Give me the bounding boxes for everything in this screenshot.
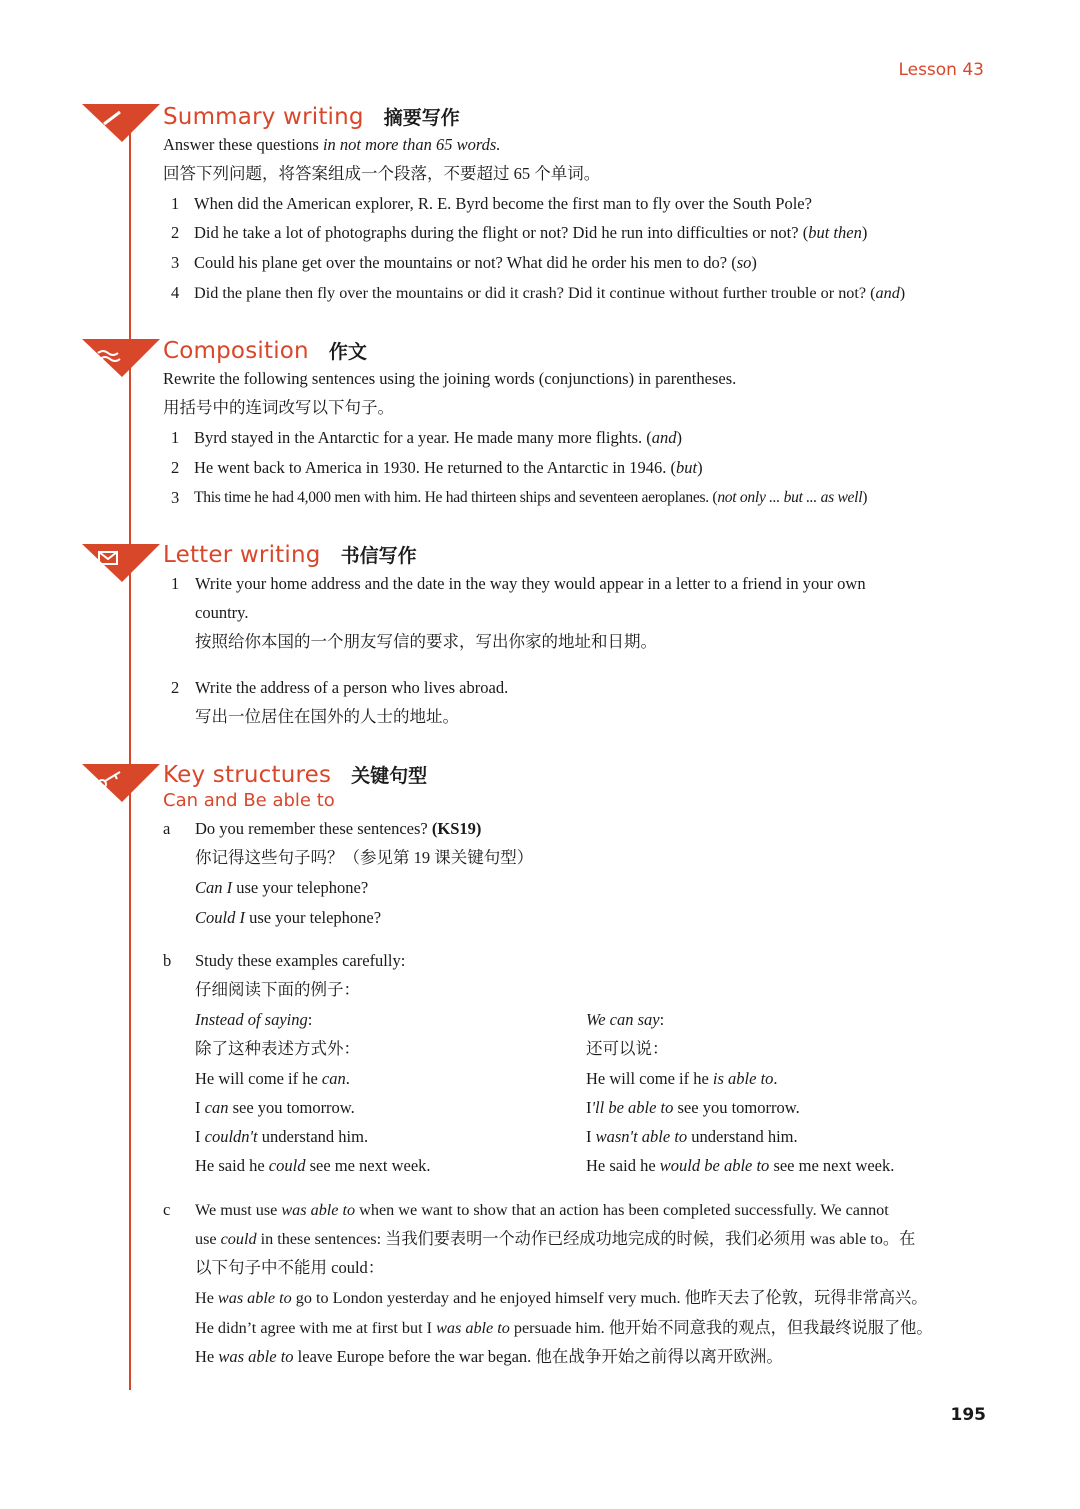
item-number: 3 bbox=[171, 488, 180, 507]
key-heading bbox=[163, 761, 427, 788]
key-title: Key structures bbox=[163, 762, 332, 788]
key-subtitle: Can and Be able to bbox=[163, 790, 335, 811]
part-c-text: 以下句子中不能用 could： bbox=[195, 1258, 385, 1277]
part-b-zh: 仔细阅读下面的例子： bbox=[195, 980, 360, 999]
right-example: He said he would be able to see me next week. bbox=[586, 1156, 895, 1175]
summary-title-zh: 摘要写作 bbox=[383, 107, 460, 129]
part-c-text: use could in these sentences: 当我们要表明一个动作已经成功地完成的时候，我们必须用 was able to。在 bbox=[195, 1230, 916, 1248]
key-title-zh: 关键句型 bbox=[351, 765, 428, 787]
letter-task-text: country. bbox=[195, 603, 249, 622]
part-label: b bbox=[163, 951, 172, 970]
item-number: 1 bbox=[171, 574, 180, 593]
composition-title: Composition bbox=[163, 338, 309, 364]
margin-rule bbox=[129, 118, 131, 1390]
composition-instruction-zh: 用括号中的连词改写以下句子。 bbox=[163, 398, 394, 417]
part-c-text: We must use was able to when we want to show that an action has been completed successfully. We cannot bbox=[195, 1201, 889, 1219]
question-text: When did the American explorer, R. E. Byrd become the first man to fly over the South Pole? bbox=[194, 194, 812, 213]
example-sentence: He was able to go to London yesterday and he enjoyed himself very much. 他昨天去了伦敦，玩得非常高兴。 bbox=[195, 1289, 928, 1307]
example-sentence: Can I use your telephone? bbox=[195, 878, 369, 897]
question-text: Did the plane then fly over the mountains or did it crash? Did it continue without further trouble or not? (and) bbox=[194, 284, 906, 302]
composition-icon bbox=[82, 335, 162, 395]
right-example: I'll be able to see you tomorrow. bbox=[586, 1098, 800, 1117]
part-a-zh: 你记得这些句子吗？（参见第 19 课关键句型） bbox=[195, 848, 534, 867]
summary-instruction-zh: 回答下列问题，将答案组成一个段落，不要超过 65 个单词。 bbox=[163, 164, 601, 183]
example-sentence: He was able to leave Europe before the war began. 他在战争开始之前得以离开欧洲。 bbox=[195, 1347, 783, 1366]
left-example: I can see you tomorrow. bbox=[195, 1098, 355, 1117]
question-number: 2 bbox=[171, 223, 180, 242]
right-column-zh: 还可以说： bbox=[586, 1039, 669, 1058]
letter-title-zh: 书信写作 bbox=[340, 545, 417, 567]
item-number: 1 bbox=[171, 428, 180, 447]
question-number: 4 bbox=[171, 283, 180, 302]
part-a-text: Do you remember these sentences? (KS19) bbox=[195, 819, 482, 838]
part-label: a bbox=[163, 819, 171, 838]
question-number: 3 bbox=[171, 253, 180, 272]
right-column-heading: We can say: bbox=[586, 1010, 665, 1029]
example-sentence: He didn’t agree with me at first but I was able to persuade him. 他开始不同意我的观点，但我最终说服了他。 bbox=[195, 1319, 933, 1337]
envelope-icon bbox=[82, 540, 162, 600]
letter-task-text: Write the address of a person who lives abroad. bbox=[195, 678, 509, 697]
example-sentence: Could I use your telephone? bbox=[195, 908, 382, 927]
item-number: 2 bbox=[171, 678, 180, 697]
letter-task-text: Write your home address and the date in the way they would appear in a letter to a friend in your own bbox=[195, 574, 866, 593]
right-example: I wasn't able to understand him. bbox=[586, 1127, 798, 1146]
composition-heading bbox=[163, 337, 367, 364]
sentence-text: Byrd stayed in the Antarctic for a year. He made many more flights. (and) bbox=[194, 428, 682, 447]
summary-instruction: Answer these questions in not more than 65 words. bbox=[163, 135, 501, 154]
part-b-text: Study these examples carefully: bbox=[195, 951, 406, 970]
left-example: I couldn't understand him. bbox=[195, 1127, 369, 1146]
left-column-heading: Instead of saying: bbox=[195, 1010, 313, 1029]
sentence-text: He went back to America in 1930. He returned to the Antarctic in 1946. (but) bbox=[194, 458, 703, 477]
summary-title: Summary writing bbox=[163, 104, 364, 130]
question-text: Could his plane get over the mountains or not? What did he order his men to do? (so) bbox=[194, 253, 757, 272]
question-number: 1 bbox=[171, 194, 180, 213]
summary-heading bbox=[163, 103, 460, 130]
letter-task-zh: 按照给你本国的一个朋友写信的要求，写出你家的地址和日期。 bbox=[195, 632, 657, 651]
left-column-zh: 除了这种表述方式外： bbox=[195, 1039, 360, 1058]
composition-title-zh: 作文 bbox=[328, 341, 367, 363]
letter-heading bbox=[163, 541, 417, 568]
lesson-label: Lesson 43 bbox=[898, 60, 984, 80]
left-example: He said he could see me next week. bbox=[195, 1156, 431, 1175]
left-example: He will come if he can. bbox=[195, 1069, 350, 1088]
item-number: 2 bbox=[171, 458, 180, 477]
key-icon bbox=[82, 760, 162, 820]
pencil-icon bbox=[82, 100, 162, 160]
letter-title: Letter writing bbox=[163, 542, 321, 568]
right-example: He will come if he is able to. bbox=[586, 1069, 778, 1088]
question-text: Did he take a lot of photographs during the flight or not? Did he run into difficulties or not? (but then) bbox=[194, 223, 868, 242]
sentence-text: This time he had 4,000 men with him. He had thirteen ships and seventeen aeroplanes. (not only ... but ... as well) bbox=[194, 489, 868, 506]
part-label: c bbox=[163, 1200, 171, 1219]
page-number: 195 bbox=[950, 1405, 986, 1425]
letter-task-zh: 写出一位居住在国外的人士的地址。 bbox=[195, 707, 459, 726]
composition-instruction: Rewrite the following sentences using the joining words (conjunctions) in parentheses. bbox=[163, 369, 737, 388]
